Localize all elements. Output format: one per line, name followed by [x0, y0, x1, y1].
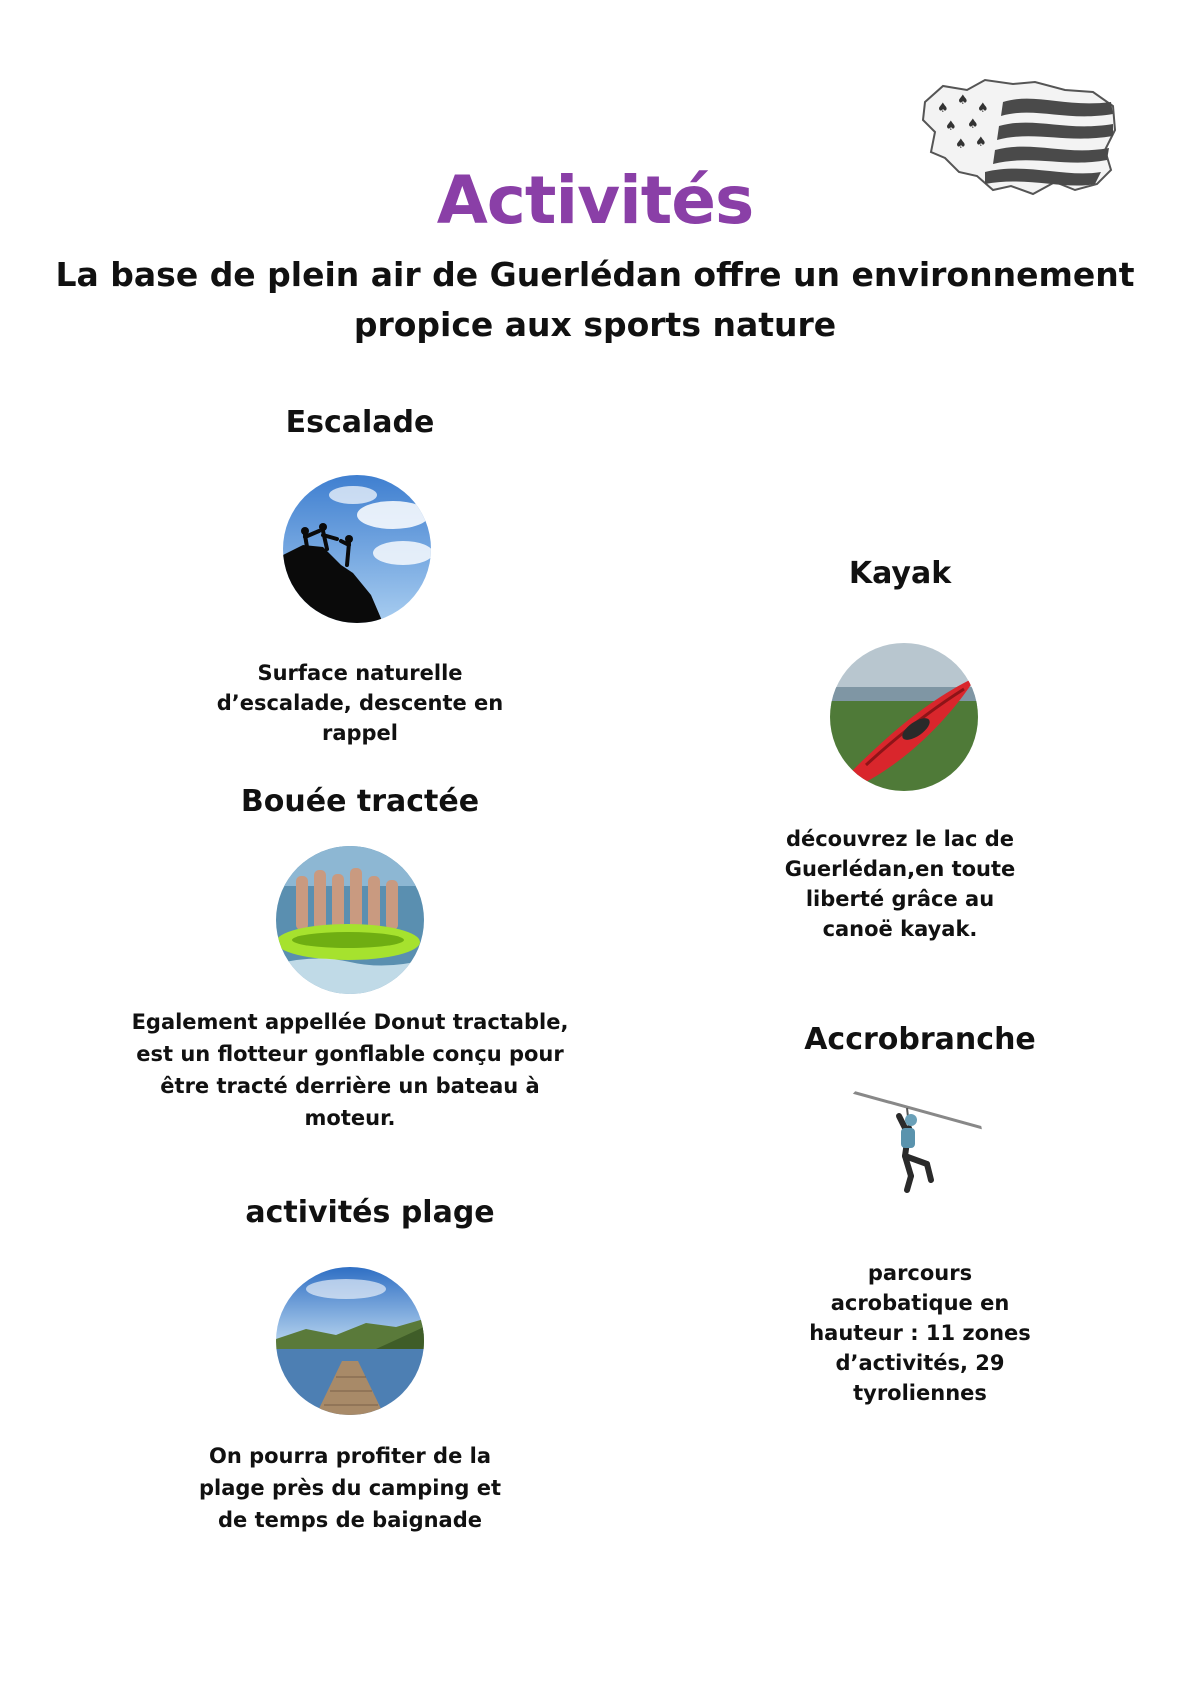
text-line: découvrez le lac de	[785, 827, 1015, 851]
text-line: rappel	[321, 721, 399, 745]
beach-lake-photo	[276, 1267, 424, 1415]
svg-text:♠: ♠	[977, 101, 989, 116]
text-line: parcours	[867, 1261, 973, 1285]
svg-text:♠: ♠	[945, 119, 957, 134]
subtitle-line-2: propice aux sports nature	[353, 305, 837, 344]
text-line: liberté grâce au	[805, 887, 995, 911]
zipline-photo	[835, 1068, 983, 1216]
accrobranche-heading: Accrobranche	[804, 1022, 1036, 1057]
text-line: d’escalade, descente en	[216, 691, 504, 715]
accrobranche-description	[780, 1258, 1060, 1408]
climbing-photo	[283, 475, 431, 623]
text-line: plage près du camping et	[198, 1476, 502, 1500]
svg-text:♠: ♠	[975, 135, 987, 150]
bouee-description	[110, 1006, 590, 1134]
kayak-description	[760, 824, 1040, 944]
text-line: hauteur : 11 zones	[809, 1321, 1031, 1345]
text-line: d’activités, 29	[835, 1351, 1005, 1375]
svg-text:♠: ♠	[955, 137, 967, 152]
bouee-heading: Bouée tractée	[240, 784, 480, 819]
page-subtitle	[40, 250, 1150, 350]
svg-text:♠: ♠	[967, 117, 979, 132]
text-line: canoë kayak.	[822, 917, 978, 941]
text-line: Egalement appellée Donut tractable,	[131, 1010, 569, 1034]
escalade-heading: Escalade	[285, 405, 435, 440]
text-line: de temps de baignade	[217, 1508, 482, 1532]
svg-text:♠: ♠	[937, 101, 949, 116]
escalade-description	[190, 658, 530, 748]
text-line: Guerlédan,en toute	[784, 857, 1016, 881]
text-line: tyroliennes	[853, 1381, 987, 1405]
text-line: être tracté derrière un bateau à	[160, 1074, 540, 1098]
text-line: Surface naturelle	[257, 661, 463, 685]
text-line: moteur.	[304, 1106, 396, 1130]
towed-buoy-photo	[276, 846, 424, 994]
text-line: acrobatique en	[830, 1291, 1010, 1315]
svg-text:♠: ♠	[957, 93, 969, 108]
kayak-heading: Kayak	[848, 556, 952, 591]
subtitle-line-1: La base de plein air de Guerlédan offre un environnement	[55, 255, 1135, 294]
text-line: est un flotteur gonflable conçu pour	[136, 1042, 564, 1066]
page-title: Activités	[436, 162, 754, 239]
kayak-photo	[830, 643, 978, 791]
plage-description	[150, 1440, 550, 1536]
text-line: On pourra profiter de la	[208, 1444, 491, 1468]
plage-heading: activités plage	[245, 1195, 495, 1230]
